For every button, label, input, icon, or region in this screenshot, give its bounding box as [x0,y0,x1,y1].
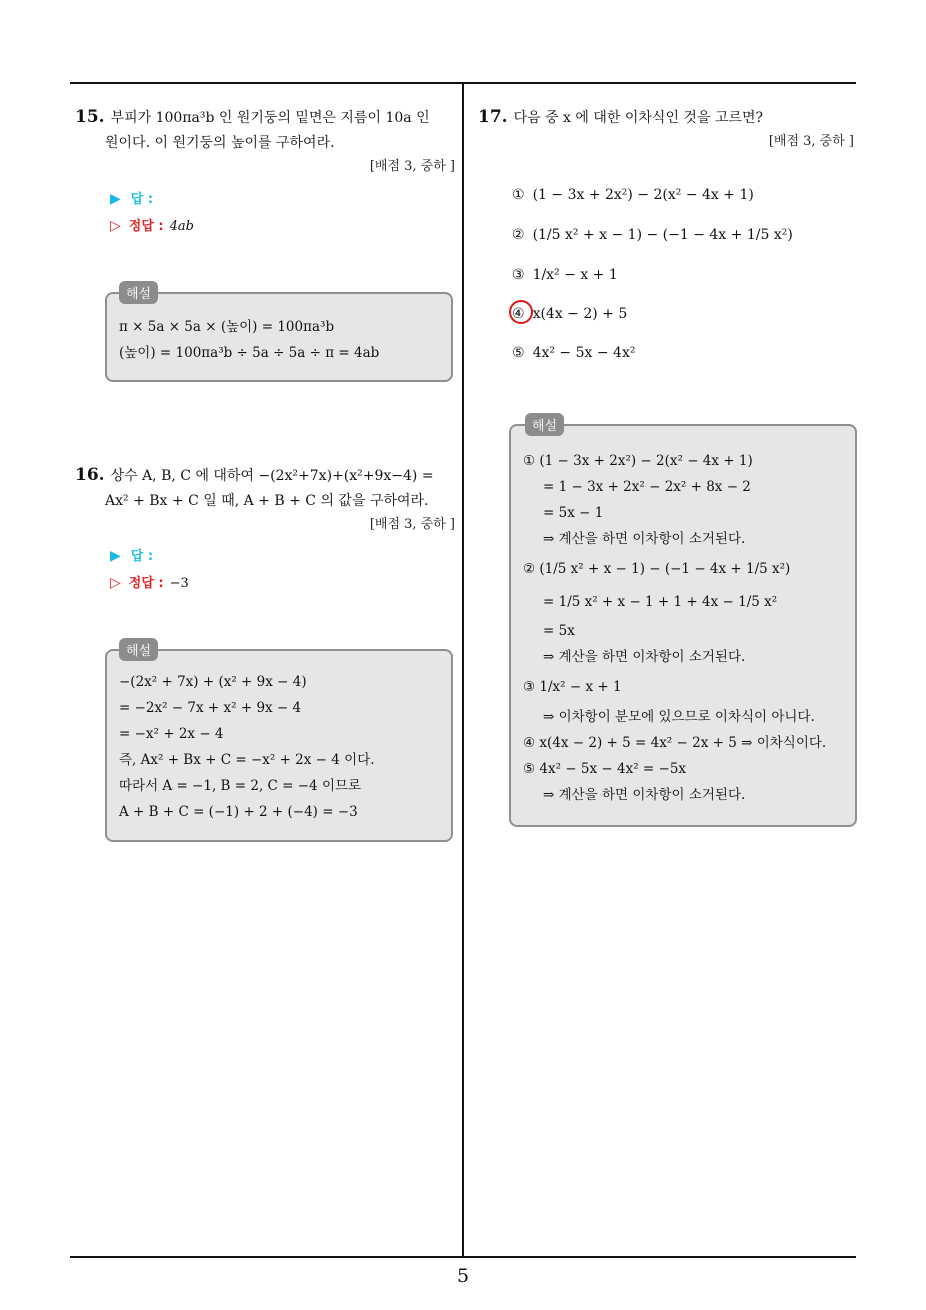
solution-line: π × 5a × 5a × (높이) = 100πa³b [119,319,335,335]
solution-tag: 해설 [525,413,564,436]
answer-block-15 [110,186,194,240]
question-17 [478,105,854,153]
option-5[interactable] [512,342,635,364]
score-label: [배점 3, 중하 ] [369,517,455,532]
option-mark: ② [512,227,525,243]
score-label: [배점 3, 중하 ] [768,134,854,149]
answer-label: 답 : [130,192,154,207]
question-number: 17. [478,107,508,127]
solution-line: ⇒ 계산을 하면 이차항이 소거된다. [543,787,746,803]
selected-answer-circle-icon [509,300,533,324]
score-label: [배점 3, 중하 ] [369,159,455,174]
solution-line: ④ x(4x − 2) + 5 = 4x² − 2x + 5 ⇒ 이차식이다. [523,735,827,751]
option-2[interactable] [512,224,793,246]
outline-arrow-icon: ▷ [110,218,121,234]
solution-line: = 5x − 1 [543,505,604,521]
answer-block-16 [110,543,189,597]
solution-line: ① (1 − 3x + 2x²) − 2(x² − 4x + 1) [523,453,753,469]
solution-line: = −2x² − 7x + x² + 9x − 4 [119,700,302,716]
solution-line: −(2x² + 7x) + (x² + 9x − 4) [119,674,307,690]
column-divider [462,83,464,1258]
solution-line: A + B + C = (−1) + 2 + (−4) = −3 [119,804,358,820]
solution-line: 즉, Ax² + Bx + C = −x² + 2x − 4 이다. [119,752,375,768]
solution-line: ② (1/5 x² + x − 1) − (−1 − 4x + 1/5 x²) [523,561,791,577]
correct-label: 정답 : [128,576,164,591]
solution-box-17 [509,419,857,827]
option-1[interactable] [512,184,754,206]
correct-value: 4ab [169,219,194,234]
answer-label: 답 : [130,549,154,564]
correct-label: 정답 : [128,219,164,234]
option-expr: (1/5 x² + x − 1) − (−1 − 4x + 1/5 x²) [532,227,793,243]
question-text-line1: 상수 A, B, C 에 대하여 −(2x²+7x)+(x²+9x−4) = [110,468,434,484]
solution-box-15 [105,287,453,382]
option-mark: ③ [512,267,525,283]
solution-line: ③ 1/x² − x + 1 [523,679,622,695]
option-3[interactable] [512,264,618,286]
question-16 [75,463,455,536]
option-expr: 1/x² − x + 1 [532,267,618,283]
question-number: 16. [75,465,105,485]
option-mark: ① [512,187,525,203]
option-mark: ⑤ [512,345,525,361]
solution-tag: 해설 [119,281,158,304]
solution-line: = 1 − 3x + 2x² − 2x² + 8x − 2 [543,479,751,495]
solution-tag: 해설 [119,638,158,661]
play-arrow-icon: ▶ [110,548,121,564]
question-number: 15. [75,107,105,127]
solution-line: = 1/5 x² + x − 1 + 1 + 4x − 1/5 x² [543,594,778,610]
question-text-line2: Ax² + Bx + C 일 때, A + B + C 의 값을 구하여라. [105,493,429,509]
bottom-rule [70,1256,856,1258]
option-expr: (1 − 3x + 2x²) − 2(x² − 4x + 1) [532,187,754,203]
solution-line: 따라서 A = −1, B = 2, C = −4 이므로 [119,778,362,794]
solution-line: ⇒ 이차항이 분모에 있으므로 이차식이 아니다. [543,709,815,725]
question-text-line2: 원이다. 이 원기둥의 높이를 구하여라. [105,135,335,151]
solution-box-16 [105,644,453,842]
option-expr: x(4x − 2) + 5 [532,306,628,322]
solution-line: = −x² + 2x − 4 [119,726,224,742]
solution-line: ⇒ 계산을 하면 이차항이 소거된다. [543,531,746,547]
solution-line: ⑤ 4x² − 5x − 4x² = −5x [523,761,687,777]
solution-line: (높이) = 100πa³b ÷ 5a ÷ 5a ÷ π = 4ab [119,345,380,361]
question-15 [75,105,455,178]
page-number: 5 [456,1265,470,1287]
play-arrow-icon: ▶ [110,191,121,207]
outline-arrow-icon: ▷ [110,575,121,591]
question-text-line1: 다음 중 x 에 대한 이차식인 것을 고르면? [513,110,763,126]
option-expr: 4x² − 5x − 4x² [532,345,636,361]
question-text-line1: 부피가 100πa³b 인 원기둥의 밑면은 지름이 10a 인 [110,110,430,126]
option-mark: ④ [512,306,525,322]
correct-value: −3 [169,576,189,591]
solution-line: = 5x [543,623,575,639]
solution-line: ⇒ 계산을 하면 이차항이 소거된다. [543,649,746,665]
